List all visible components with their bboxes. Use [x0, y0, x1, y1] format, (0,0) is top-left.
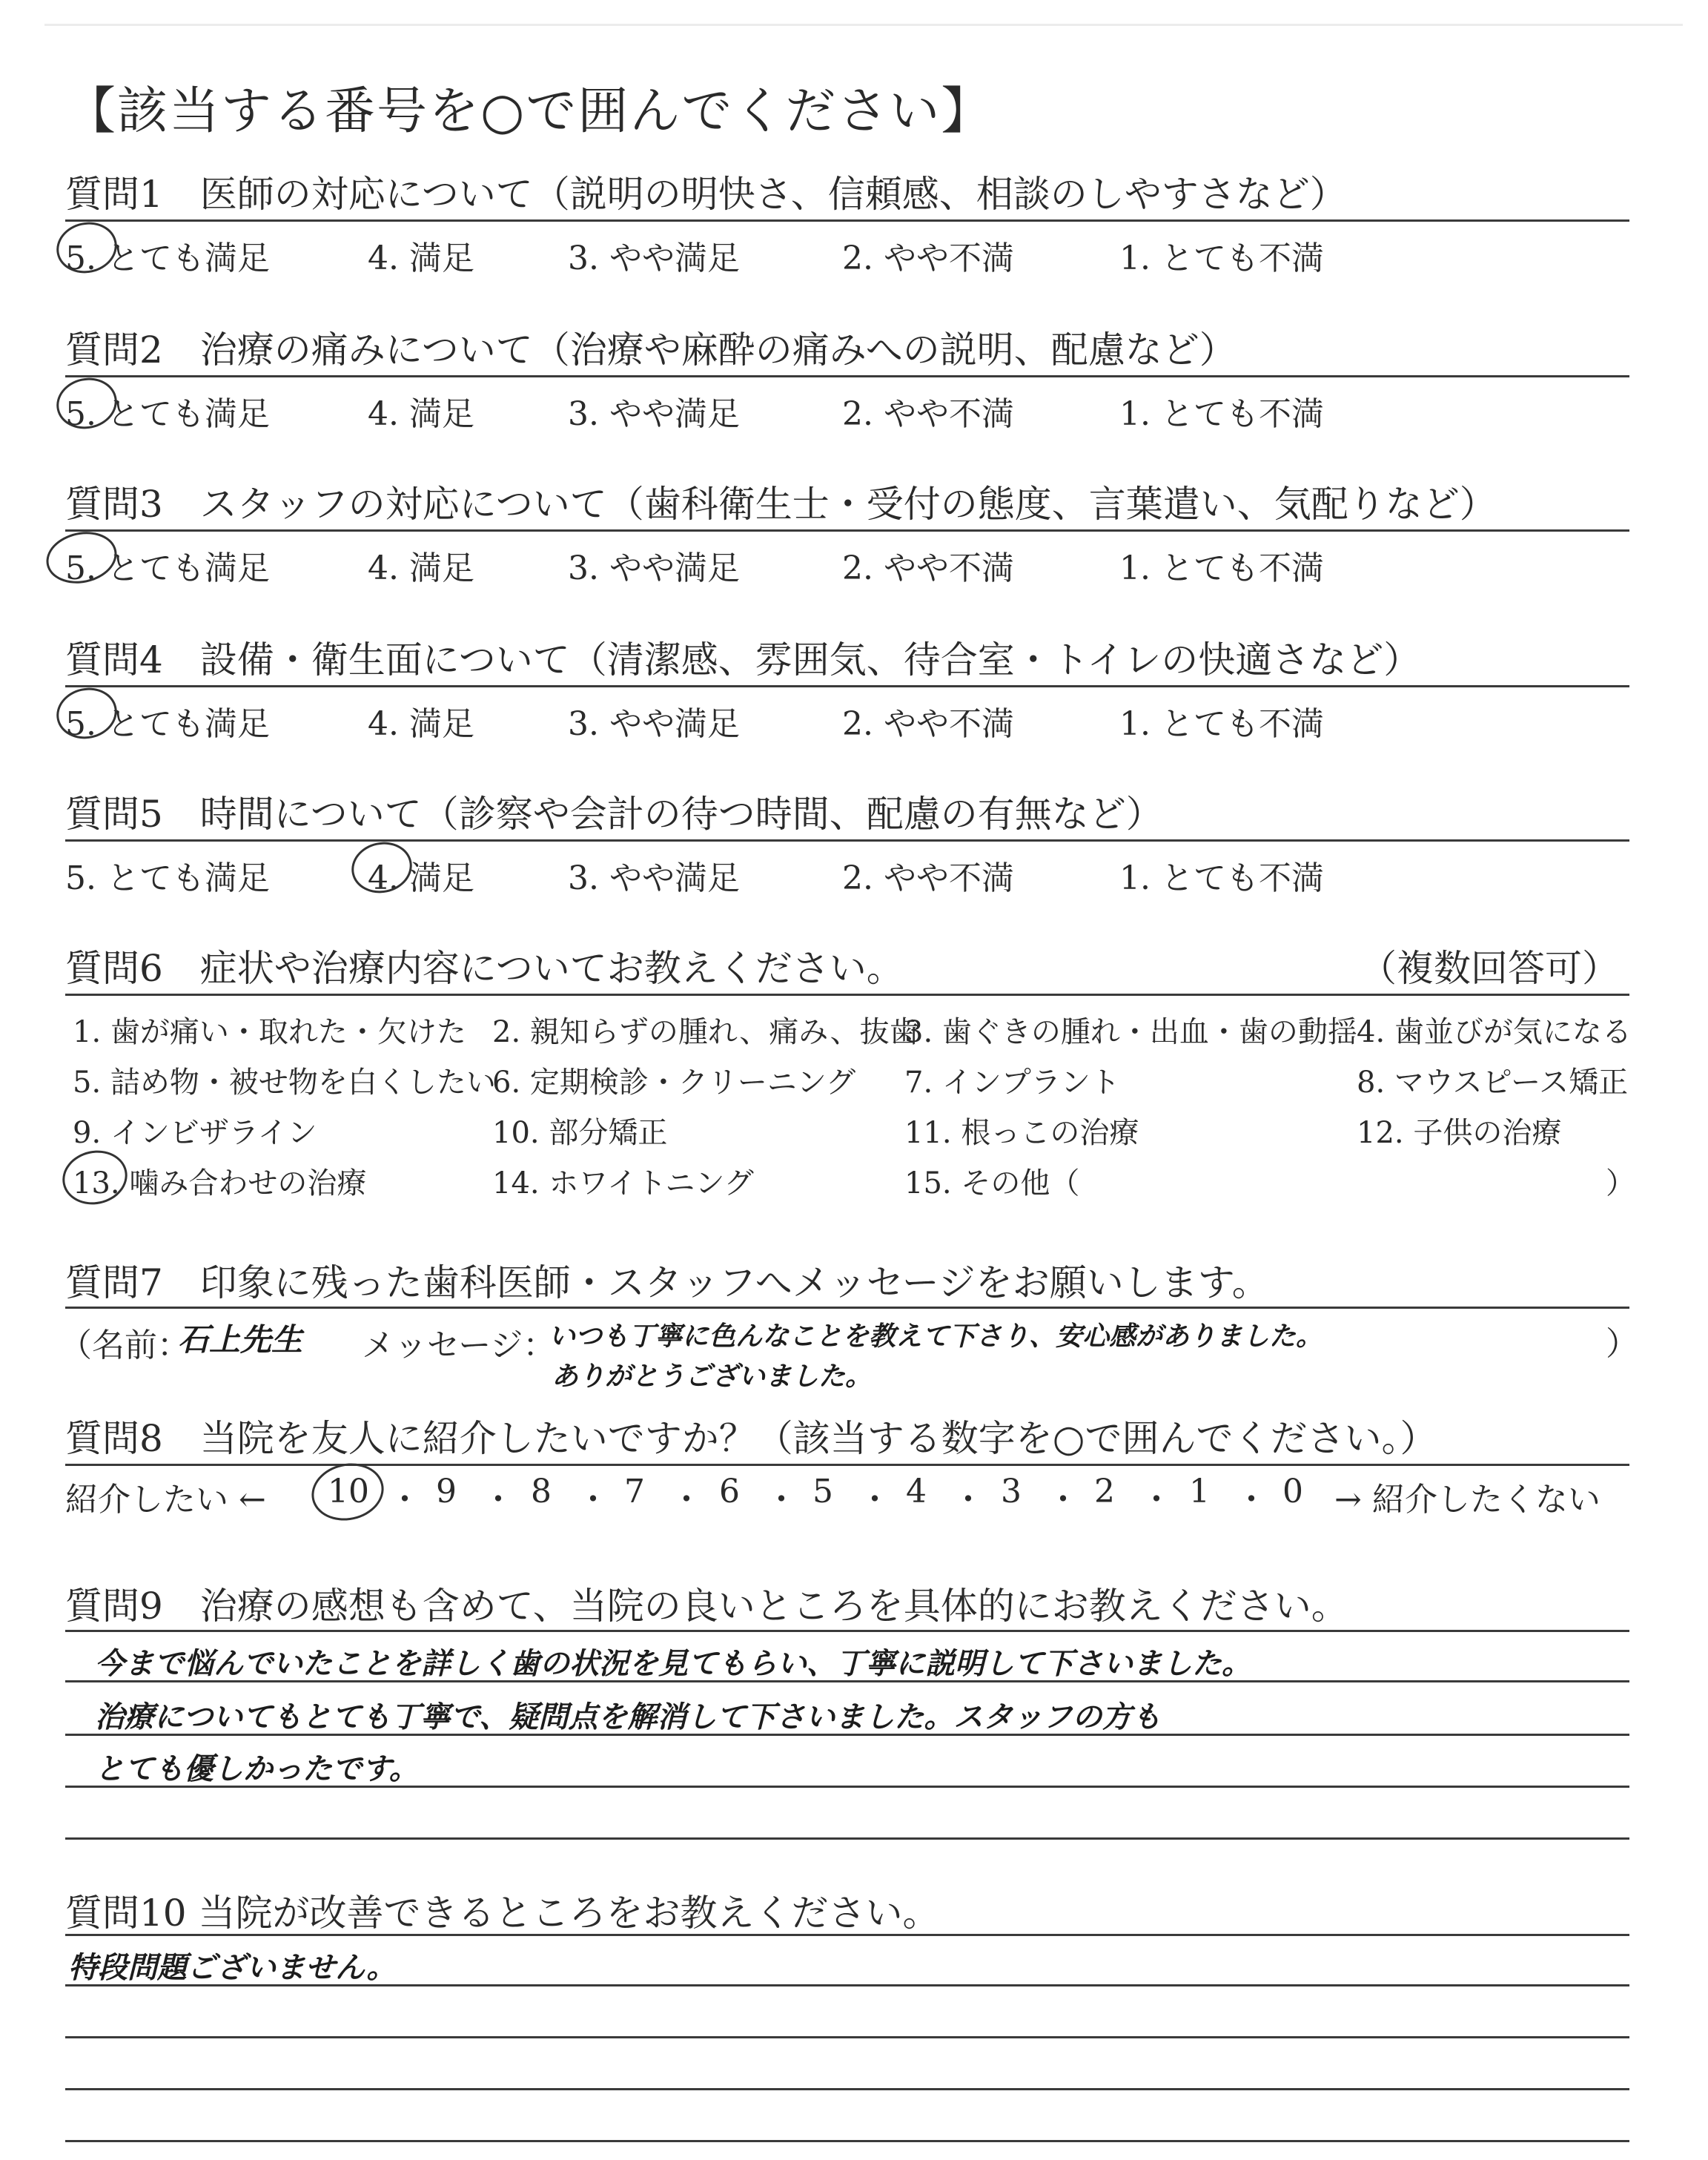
q7-name-label: （名前： [59, 1327, 190, 1364]
q8-dot-6: ・ [858, 1481, 891, 1519]
q9-rule-5 [65, 1837, 1629, 1840]
q3-title: 質問3 スタッフの対応について（歯科衛生士・受付の態度、言葉遣い、気配りなど） [65, 483, 1497, 526]
q6-other-close-paren: ） [1606, 1166, 1635, 1200]
q10-rule-5 [65, 2140, 1629, 2142]
q6-item-1[interactable]: 1. 歯が痛い・取れた・欠けた [73, 1015, 466, 1049]
q6-item-2[interactable]: 2. 親知らずの腫れ、痛み、抜歯 [492, 1015, 919, 1049]
q8-score-7[interactable]: 7 [624, 1473, 645, 1510]
q6-title: 質問6 症状や治療内容についてお教えください。 [65, 947, 904, 990]
q6-item-13[interactable]: 13. 噛み合わせの治療 [73, 1166, 367, 1200]
q6-item-12[interactable]: 12. 子供の治療 [1357, 1116, 1562, 1150]
q8-dot-1: ・ [388, 1481, 421, 1519]
q8-score-6[interactable]: 6 [719, 1473, 740, 1510]
q8-score-5[interactable]: 5 [812, 1473, 833, 1510]
q9-answer-line-3[interactable]: とても優しかったです。 [95, 1752, 419, 1786]
q6-multi-note: （複数回答可） [1360, 947, 1619, 990]
q6-item-15[interactable]: 15. その他（ [904, 1166, 1080, 1200]
q6-item-4[interactable]: 4. 歯並びが気になる [1357, 1015, 1632, 1049]
q8-score-1[interactable]: 1 [1189, 1473, 1210, 1510]
q5-rule [65, 839, 1629, 842]
q8-score-3[interactable]: 3 [1001, 1473, 1022, 1510]
q1-option-4[interactable]: 4. 満足 [368, 240, 474, 277]
q6-item-10[interactable]: 10. 部分矯正 [492, 1116, 668, 1150]
q3-option-5[interactable]: 5. とても満足 [65, 549, 270, 587]
q9-answer-line-2[interactable]: 治療についてもとても丁寧で、疑問点を解消して下さいました。スタッフの方も [95, 1700, 1162, 1734]
q4-option-3[interactable]: 3. やや満足 [568, 705, 740, 743]
q10-rule-2 [65, 1984, 1629, 1986]
q7-title: 質問7 印象に残った歯科医師・スタッフへメッセージをお願いします。 [65, 1261, 1269, 1304]
q9-rule-2 [65, 1680, 1629, 1682]
q2-title: 質問2 治療の痛みについて（治療や麻酔の痛みへの説明、配慮など） [65, 328, 1237, 371]
q8-right-label: → 紹介したくない [1334, 1481, 1601, 1519]
q3-option-1[interactable]: 1. とても不満 [1119, 549, 1324, 587]
q2-option-2[interactable]: 2. やや不満 [842, 395, 1014, 433]
q7-message-line-1[interactable]: いつも丁寧に色んなことを教えて下さり、安心感がありました。 [549, 1321, 1323, 1352]
q4-option-1[interactable]: 1. とても不満 [1119, 705, 1324, 743]
q2-rule [65, 375, 1629, 377]
q9-answer-line-1[interactable]: 今まで悩んでいたことを詳しく歯の状況を見てもらい、丁寧に説明して下さいました。 [95, 1647, 1251, 1681]
q7-rule [65, 1307, 1629, 1309]
q1-option-1[interactable]: 1. とても不満 [1119, 240, 1324, 277]
q8-rule [65, 1464, 1629, 1466]
q4-option-5[interactable]: 5. とても満足 [65, 705, 270, 743]
top-rule [44, 24, 1683, 26]
q6-item-5[interactable]: 5. 詰め物・被せ物を白くしたい [73, 1066, 496, 1100]
q3-option-2[interactable]: 2. やや不満 [842, 549, 1014, 587]
q6-item-8[interactable]: 8. マウスピース矯正 [1357, 1066, 1629, 1100]
q2-option-4[interactable]: 4. 満足 [368, 395, 474, 433]
q8-score-9[interactable]: 9 [436, 1473, 457, 1510]
q4-rule [65, 685, 1629, 687]
q7-message-line-2[interactable]: ありがとうございました。 [552, 1361, 873, 1392]
q9-rule-4 [65, 1786, 1629, 1788]
q3-rule [65, 529, 1629, 532]
q10-rule-4 [65, 2088, 1629, 2090]
q4-title: 質問4 設備・衛生面について（清潔感、雰囲気、待合室・トイレの快適さなど） [65, 638, 1421, 681]
page-title: 【該当する番号を○で囲んでください】 [65, 82, 993, 141]
q5-option-1[interactable]: 1. とても不満 [1119, 859, 1324, 897]
q2-option-3[interactable]: 3. やや満足 [568, 395, 740, 433]
q10-rule-1 [65, 1934, 1629, 1936]
q8-dot-7: ・ [952, 1481, 984, 1519]
q5-option-3[interactable]: 3. やや満足 [568, 859, 740, 897]
q4-option-4[interactable]: 4. 満足 [368, 705, 474, 743]
q4-option-2[interactable]: 2. やや不満 [842, 705, 1014, 743]
q8-dot-4: ・ [670, 1481, 703, 1519]
q1-option-5[interactable]: 5. とても満足 [65, 240, 270, 277]
q10-title: 質問10 当院が改善できるところをお教えください。 [65, 1892, 940, 1935]
q8-left-label: 紹介したい ← [65, 1481, 266, 1519]
q8-score-4[interactable]: 4 [906, 1473, 927, 1510]
q6-item-11[interactable]: 11. 根っこの治療 [904, 1116, 1139, 1150]
q6-rule [65, 994, 1629, 996]
q2-option-1[interactable]: 1. とても不満 [1119, 395, 1324, 433]
q6-item-6[interactable]: 6. 定期検診・クリーニング [492, 1066, 856, 1100]
q7-name-handwritten[interactable]: 石上先生 [178, 1321, 303, 1358]
q3-option-4[interactable]: 4. 満足 [368, 549, 474, 587]
q5-option-2[interactable]: 2. やや不満 [842, 859, 1014, 897]
q3-option-3[interactable]: 3. やや満足 [568, 549, 740, 587]
q8-score-2[interactable]: 2 [1094, 1473, 1115, 1510]
q8-dot-9: ・ [1140, 1481, 1173, 1519]
q8-dot-3: ・ [577, 1481, 609, 1519]
q9-rule-1 [65, 1630, 1629, 1632]
q5-option-5[interactable]: 5. とても満足 [65, 859, 270, 897]
q7-close-paren: ） [1606, 1325, 1638, 1363]
q10-answer-line-1[interactable]: 特段問題ございません。 [68, 1951, 397, 1985]
q1-option-3[interactable]: 3. やや満足 [568, 240, 740, 277]
q9-rule-3 [65, 1734, 1629, 1736]
q6-item-9[interactable]: 9. インビザライン [73, 1116, 317, 1150]
q8-score-8[interactable]: 8 [531, 1473, 552, 1510]
q1-rule [65, 219, 1629, 222]
q6-item-3[interactable]: 3. 歯ぐきの腫れ・出血・歯の動揺 [904, 1015, 1357, 1049]
q9-title: 質問9 治療の感想も含めて、当院の良いところを具体的にお教えください。 [65, 1585, 1348, 1628]
q8-dot-10: ・ [1235, 1481, 1268, 1519]
q7-message-label: メッセージ： [362, 1327, 556, 1364]
q8-dot-2: ・ [482, 1481, 514, 1519]
q5-title: 質問5 時間について（診察や会計の待つ時間、配慮の有無など） [65, 793, 1163, 836]
q1-option-2[interactable]: 2. やや不満 [842, 240, 1014, 277]
q6-item-7[interactable]: 7. インプラント [904, 1066, 1120, 1100]
q10-rule-3 [65, 2036, 1629, 2038]
q6-item-14[interactable]: 14. ホワイトニング [492, 1166, 754, 1200]
q8-dot-5: ・ [765, 1481, 798, 1519]
q8-dot-8: ・ [1047, 1481, 1079, 1519]
q8-score-0[interactable]: 0 [1282, 1473, 1303, 1510]
q1-title: 質問1 医師の対応について（説明の明快さ、信頼感、相談のしやすさなど） [65, 173, 1347, 216]
q8-score-10[interactable]: 10 [328, 1473, 369, 1510]
q5-option-4[interactable]: 4. 満足 [368, 859, 474, 897]
q8-title: 質問8 当院を友人に紹介したいですか？（該当する数字を○で囲んでください。） [65, 1417, 1437, 1460]
q2-option-5[interactable]: 5. とても満足 [65, 395, 270, 433]
